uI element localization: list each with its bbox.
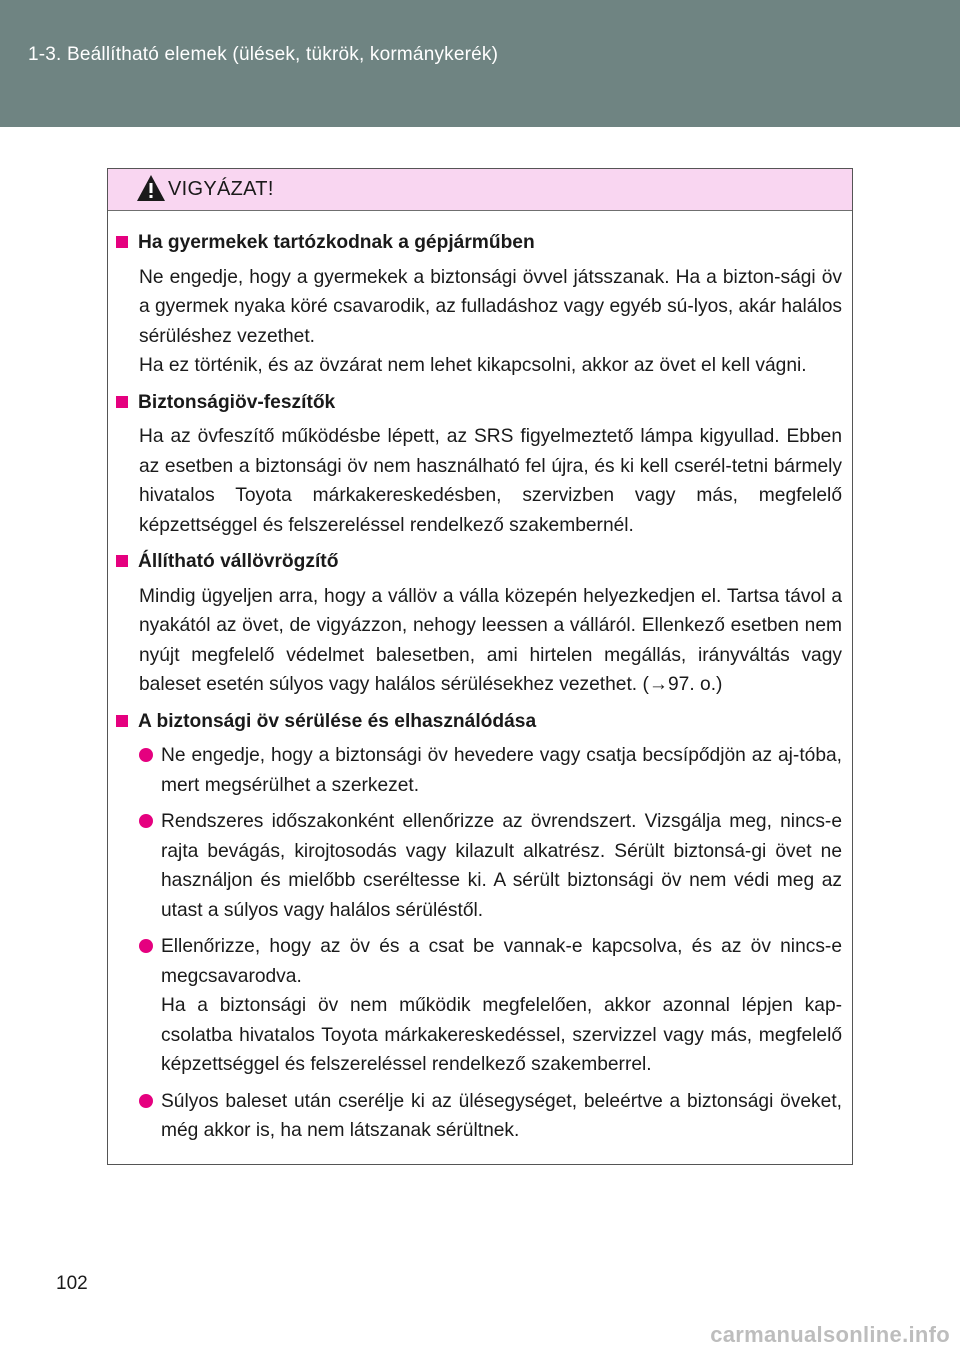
square-bullet-icon xyxy=(116,236,128,248)
square-bullet-icon xyxy=(116,555,128,567)
circle-bullet-icon xyxy=(139,939,153,953)
section-heading-text: Ha gyermekek tartózkodnak a gépjárműben xyxy=(138,232,535,253)
section-heading-text: Állítható vállövrögzítő xyxy=(138,551,339,572)
list-item-text: Ne engedje, hogy a biztonsági öv hevedere vagy csatja becsípődjön az aj-tóba, mert megsérülhet a szerkezet. xyxy=(161,745,842,796)
page-number: 102 xyxy=(56,1273,88,1294)
section-paragraph xyxy=(116,263,842,381)
paragraph-text: Ha ez történik, és az övzárat nem lehet kikapcsolni, akkor az övet el kell vágni. xyxy=(139,355,807,376)
section-heading-text: A biztonsági öv sérülése és elhasználódása xyxy=(138,710,537,732)
list-item xyxy=(116,932,842,1080)
section-heading xyxy=(116,228,842,258)
circle-bullet-icon xyxy=(139,814,153,828)
section-heading xyxy=(116,547,842,577)
paragraph-text: Ne engedje, hogy a gyermekek a biztonsági övvel játsszanak. Ha a bizton-sági öv a gyermek nyaka köré csavarodik, az fulladáshoz vagy egyéb sú-lyos, akár halálos sérüléshez vezethet. xyxy=(139,266,842,347)
square-bullet-icon xyxy=(116,715,128,727)
caution-body xyxy=(108,211,852,1146)
warning-icon xyxy=(136,174,166,202)
paragraph-text: Mindig ügyeljen arra, hogy a vállöv a válla közepén helyezkedjen el. Tartsa távol a nyakától az övet, de vigyázzon, nehogy leessen a válláról. Ellenkező esetben nem nyújt megfelelő védelmet balesetben, ami hirtelen megállás, irányváltás vagy baleset esetén súlyos vagy halálos sérülésekhez vezethet. (→97. o.) xyxy=(139,585,842,695)
list-item xyxy=(116,807,842,925)
circle-bullet-icon xyxy=(139,748,153,762)
section-paragraph xyxy=(116,422,842,540)
caution-header xyxy=(108,169,852,211)
watermark: carmanualsonline.info xyxy=(710,1322,950,1347)
section-paragraph xyxy=(116,582,842,700)
paragraph-text: Ha az övfeszítő működésbe lépett, az SRS figyelmeztető lámpa kigyullad. Ebben az esetben a biztonsági öv nem használható fel újra, és ki kell cserél-tetni bármely hivatalos Toyota márkakereskedésben, szervizben vagy más, megfelelő képzettséggel és felszereléssel rendelkező szakembernél. xyxy=(139,426,842,536)
section-heading xyxy=(116,388,842,418)
square-bullet-icon xyxy=(116,396,128,408)
list-item-text: Ellenőrizze, hogy az öv és a csat be vannak-e kapcsolva, és az öv nincs-e megcsavarodva. xyxy=(161,936,842,987)
list-item-text: Súlyos baleset után cserélje ki az ülésegységet, beleértve a biztonsági öveket, még akkor is, ha nem látszanak sérültnek. xyxy=(161,1090,842,1141)
circle-bullet-icon xyxy=(139,1094,153,1108)
caution-label: VIGYÁZAT! xyxy=(168,178,274,200)
caution-box xyxy=(107,168,853,1165)
list-item xyxy=(116,741,842,800)
section-title: 1-3. Beállítható elemek (ülések, tükrök, kormánykerék) xyxy=(28,44,499,65)
list-item-text: Rendszeres időszakonként ellenőrizze az övrendszert. Vizsgálja meg, nincs-e rajta bevágás, kirojtosodás vagy kilazult alkatrész. Sérült biztonsá-gi övet ne használjon és mielőbb cseréltesse ki. A sérült biztonsági öv nem védi meg az utast a súlyos vagy halálos sérüléstől. xyxy=(161,811,842,921)
section-heading-text: Biztonságiöv-feszítők xyxy=(138,391,336,413)
page-header xyxy=(0,0,960,127)
section-heading xyxy=(116,707,842,737)
list-item xyxy=(116,1087,842,1146)
list-item-text: Ha a biztonsági öv nem működik megfelelően, akkor azonnal lépjen kap-csolatba hivatalos Toyota márkakereskedéssel, szervizzel vagy más, megfelelő képzettséggel és felszereléssel rendelkező szakemberrel. xyxy=(161,995,842,1075)
